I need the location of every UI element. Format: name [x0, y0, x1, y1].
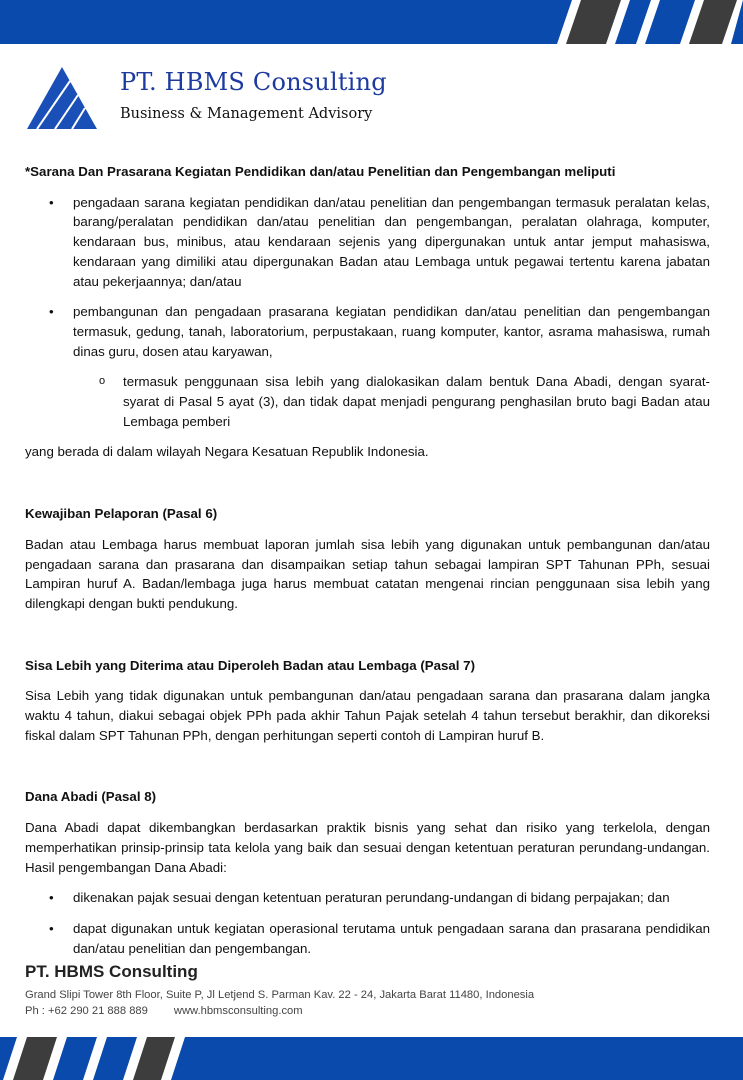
list-item-text: dikenakan pajak sesuai dengan ketentuan peraturan perundang-undangan di bidang perpajakan; dan — [73, 890, 670, 906]
company-tagline: Business & Management Advisory — [120, 106, 373, 122]
list-item-text: pengadaan sarana kegiatan pendidikan dan/atau penelitian dan pengembangan termasuk peralatan kelas, barang/peralatan pendidikan dan/atau penelitian dan pengembangan, peralatan olahraga, komputer, kendaraan bus, minibus, atau kendaraan sejenis yang dipergunakan untuk antar jemput mahasiswa, kendaraan yang dimiliki atau dipergunakan Badan atau Lembaga untuk pegawai tertentu karena jabatan atau pekerjaannya; dan/atau — [73, 194, 710, 289]
footer-band — [0, 1037, 743, 1080]
section-text: Badan atau Lembaga harus membuat laporan jumlah sisa lebih yang digunakan untuk pembangunan dan/atau pengadaan sarana dan prasarana dan disampaikan setiap tahun sebagai lampiran SPT Tahunan PPh, sesuai Lampiran huruf A. Badan/lembaga juga harus membuat catatan mengenai rincian penggunaan sisa lebih yang dilengkapi dengan bukti pendukung. — [25, 536, 710, 611]
section-text: Dana Abadi dapat dikembangkan berdasarkan praktik bisnis yang sehat dan risiko yang terkelola, dengan memperhatikan prinsip-prinsip tata kelola yang baik dan sesuai dengan ketentuan peraturan perundang-undangan. Hasil pengembangan Dana Abadi: — [25, 820, 710, 875]
list-item — [25, 919, 710, 958]
document-body — [25, 162, 710, 958]
footer-company-name: PT. HBMS Consulting — [25, 962, 198, 981]
section-heading: Dana Abadi (Pasal 8) — [25, 789, 157, 805]
bullet-icon: • — [49, 920, 54, 936]
bullet-icon: • — [49, 194, 54, 210]
intro-bullet-list — [25, 193, 710, 362]
footer-website-link[interactable]: www.hbmsconsulting.com — [173, 1005, 303, 1017]
stripe — [615, 0, 651, 44]
list-item-text: termasuk penggunaan sisa lebih yang dialokasikan dalam bentuk Dana Abadi, dengan syarat-syarat di Pasal 5 ayat (3), dan tidak dapat menjadi pengurang penghasilan bruto bagi Badan atau Lembaga pemberi — [123, 374, 710, 429]
section-heading: Sisa Lebih yang Diterima atau Diperoleh Badan atau Lembaga (Pasal 7) — [25, 657, 476, 673]
section-heading: Kewajiban Pelaporan (Pasal 6) — [25, 506, 218, 522]
list-item — [25, 888, 710, 908]
list-item-text: pembangunan dan pengadaan prasarana kegiatan pendidikan dan/atau penelitian dan pengembangan termasuk, gedung, tanah, laboratorium, perpustakaan, ruang komputer, kantor, asrama mahasiswa, rumah dinas guru, dosen atau karyawan, — [73, 304, 710, 359]
list-item — [25, 302, 710, 361]
list-item — [25, 193, 710, 292]
bullet-icon: • — [49, 890, 54, 906]
bullet-icon: • — [49, 304, 54, 320]
footer-phone: Ph : +62 290 21 888 889 — [25, 1005, 148, 1017]
intro-closing: yang berada di dalam wilayah Negara Kesatuan Republik Indonesia. — [25, 444, 429, 460]
dana-abadi-bullet-list — [25, 888, 710, 958]
company-logo-icon — [27, 67, 97, 129]
sub-list-item — [25, 372, 710, 431]
footer-contact — [25, 1005, 303, 1017]
intro-subbullet-list — [25, 372, 710, 431]
hollow-bullet-icon: o — [99, 375, 106, 388]
intro-heading: *Sarana Dan Prasarana Kegiatan Pendidikan dan/atau Penelitian dan Pengembangan meliputi — [25, 164, 616, 179]
header-band — [0, 0, 743, 44]
footer-address: Grand Slipi Tower 8th Floor, Suite P, Jl Letjend S. Parman Kav. 22 - 24, Jakarta Barat 11480, Indonesia — [25, 989, 535, 1001]
section-text: Sisa Lebih yang tidak digunakan untuk pembangunan dan/atau pengadaan sarana dan prasarana dalam jangka waktu 4 tahun, diakui sebagai objek PPh pada akhir Tahun Pajak setelah 4 tahun tersebut berakhir, dan dikoreksi fiskal dalam SPT Tahunan PPh, dengan perhitungan seperti contoh di Lampiran huruf B. — [25, 688, 710, 743]
list-item-text: dapat digunakan untuk kegiatan operasional terutama untuk pengadaan sarana dan prasarana pendidikan dan/atau penelitian dan pengembangan. — [73, 920, 710, 956]
company-name: PT. HBMS Consulting — [120, 68, 387, 96]
